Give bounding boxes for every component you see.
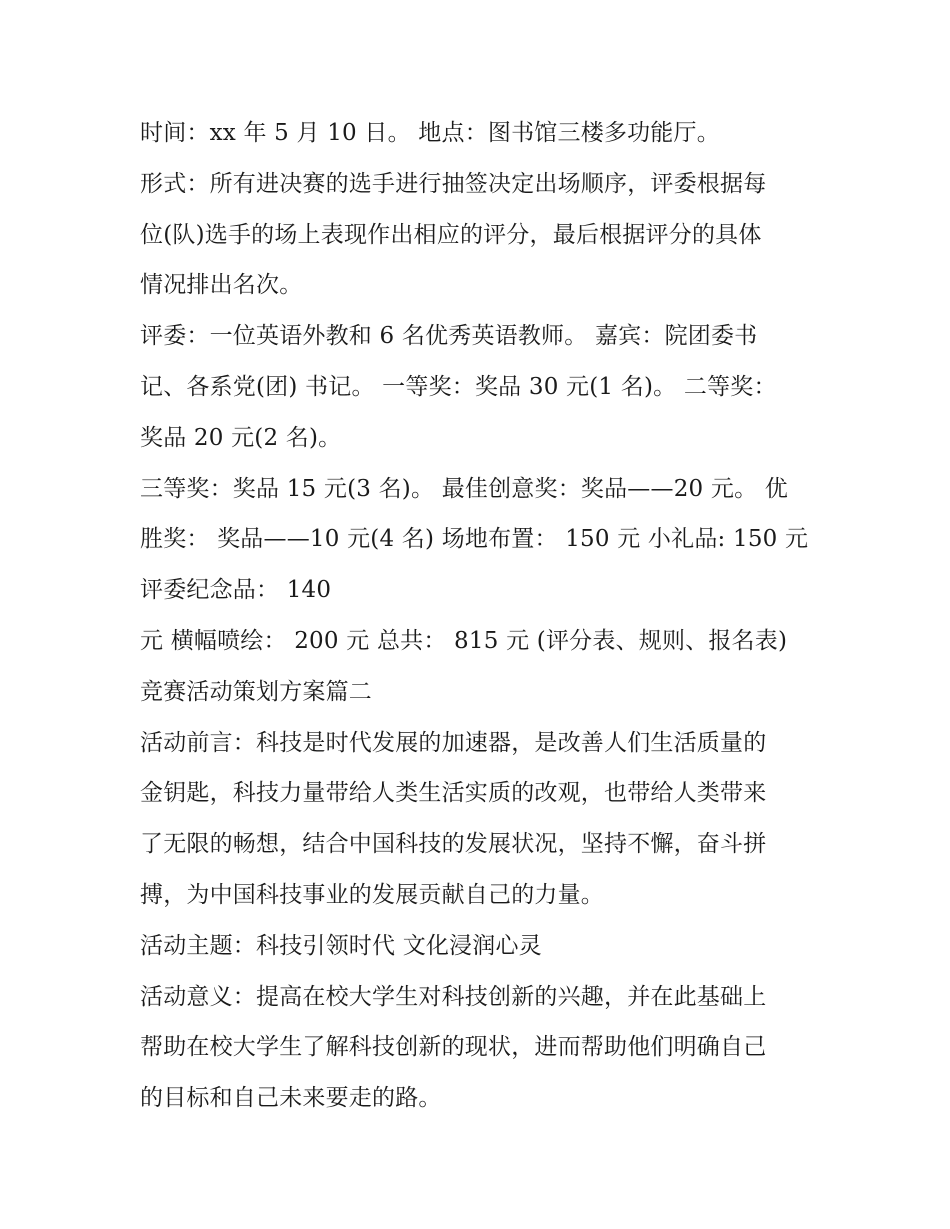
text-line: 帮助在校大学生了解科技创新的现状，进而帮助他们明确自己: [140, 1034, 767, 1061]
text-line: 活动意义：提高在校大学生对科技创新的兴趣，并在此基础上: [140, 983, 767, 1010]
text-line: 了无限的畅想，结合中国科技的发展状况，坚持不懈，奋斗拼: [140, 831, 767, 858]
text-line: 元 横幅喷绘： 200 元 总共： 815 元 (评分表、规则、报名表): [140, 627, 788, 654]
document-body: [140, 108, 820, 1124]
text-line: 活动主题：科技引领时代 文化浸润心灵: [140, 932, 542, 959]
text-line: 三等奖：奖品 15 元(3 名)。 最佳创意奖：奖品——20 元。 优: [140, 475, 788, 502]
text-line: 奖品 20 元(2 名)。: [140, 424, 342, 451]
text-line: 金钥匙，科技力量带给人类生活实质的改观，也带给人类带来: [140, 780, 767, 807]
text-line: 评委纪念品： 140: [140, 577, 332, 604]
text-line: 记、各系党(团) 书记。 一等奖：奖品 30 元(1 名)。 二等奖：: [140, 373, 777, 400]
text-line: 胜奖： 奖品——10 元(4 名) 场地布置： 150 元 小礼品: 150 元: [140, 526, 809, 553]
text-line: 位(队)选手的场上表现作出相应的评分，最后根据评分的具体: [140, 221, 762, 248]
text-line: 情况排出名次。: [140, 272, 303, 299]
text-line: 形式：所有进决赛的选手进行抽签决定出场顺序，评委根据每: [140, 170, 767, 197]
text-line: 时间：xx 年 5 月 10 日。 地点：图书馆三楼多功能厅。: [140, 120, 720, 146]
section-heading: 竞赛活动策划方案篇二: [140, 678, 372, 705]
text-line: 活动前言：科技是时代发展的加速器，是改善人们生活质量的: [140, 729, 767, 756]
text-line: 搏，为中国科技事业的发展贡献自己的力量。: [140, 881, 604, 908]
text-line: 的目标和自己未来要走的路。: [140, 1085, 442, 1112]
text-line: 评委：一位英语外教和 6 名优秀英语教师。 嘉宾：院团委书: [140, 323, 758, 350]
